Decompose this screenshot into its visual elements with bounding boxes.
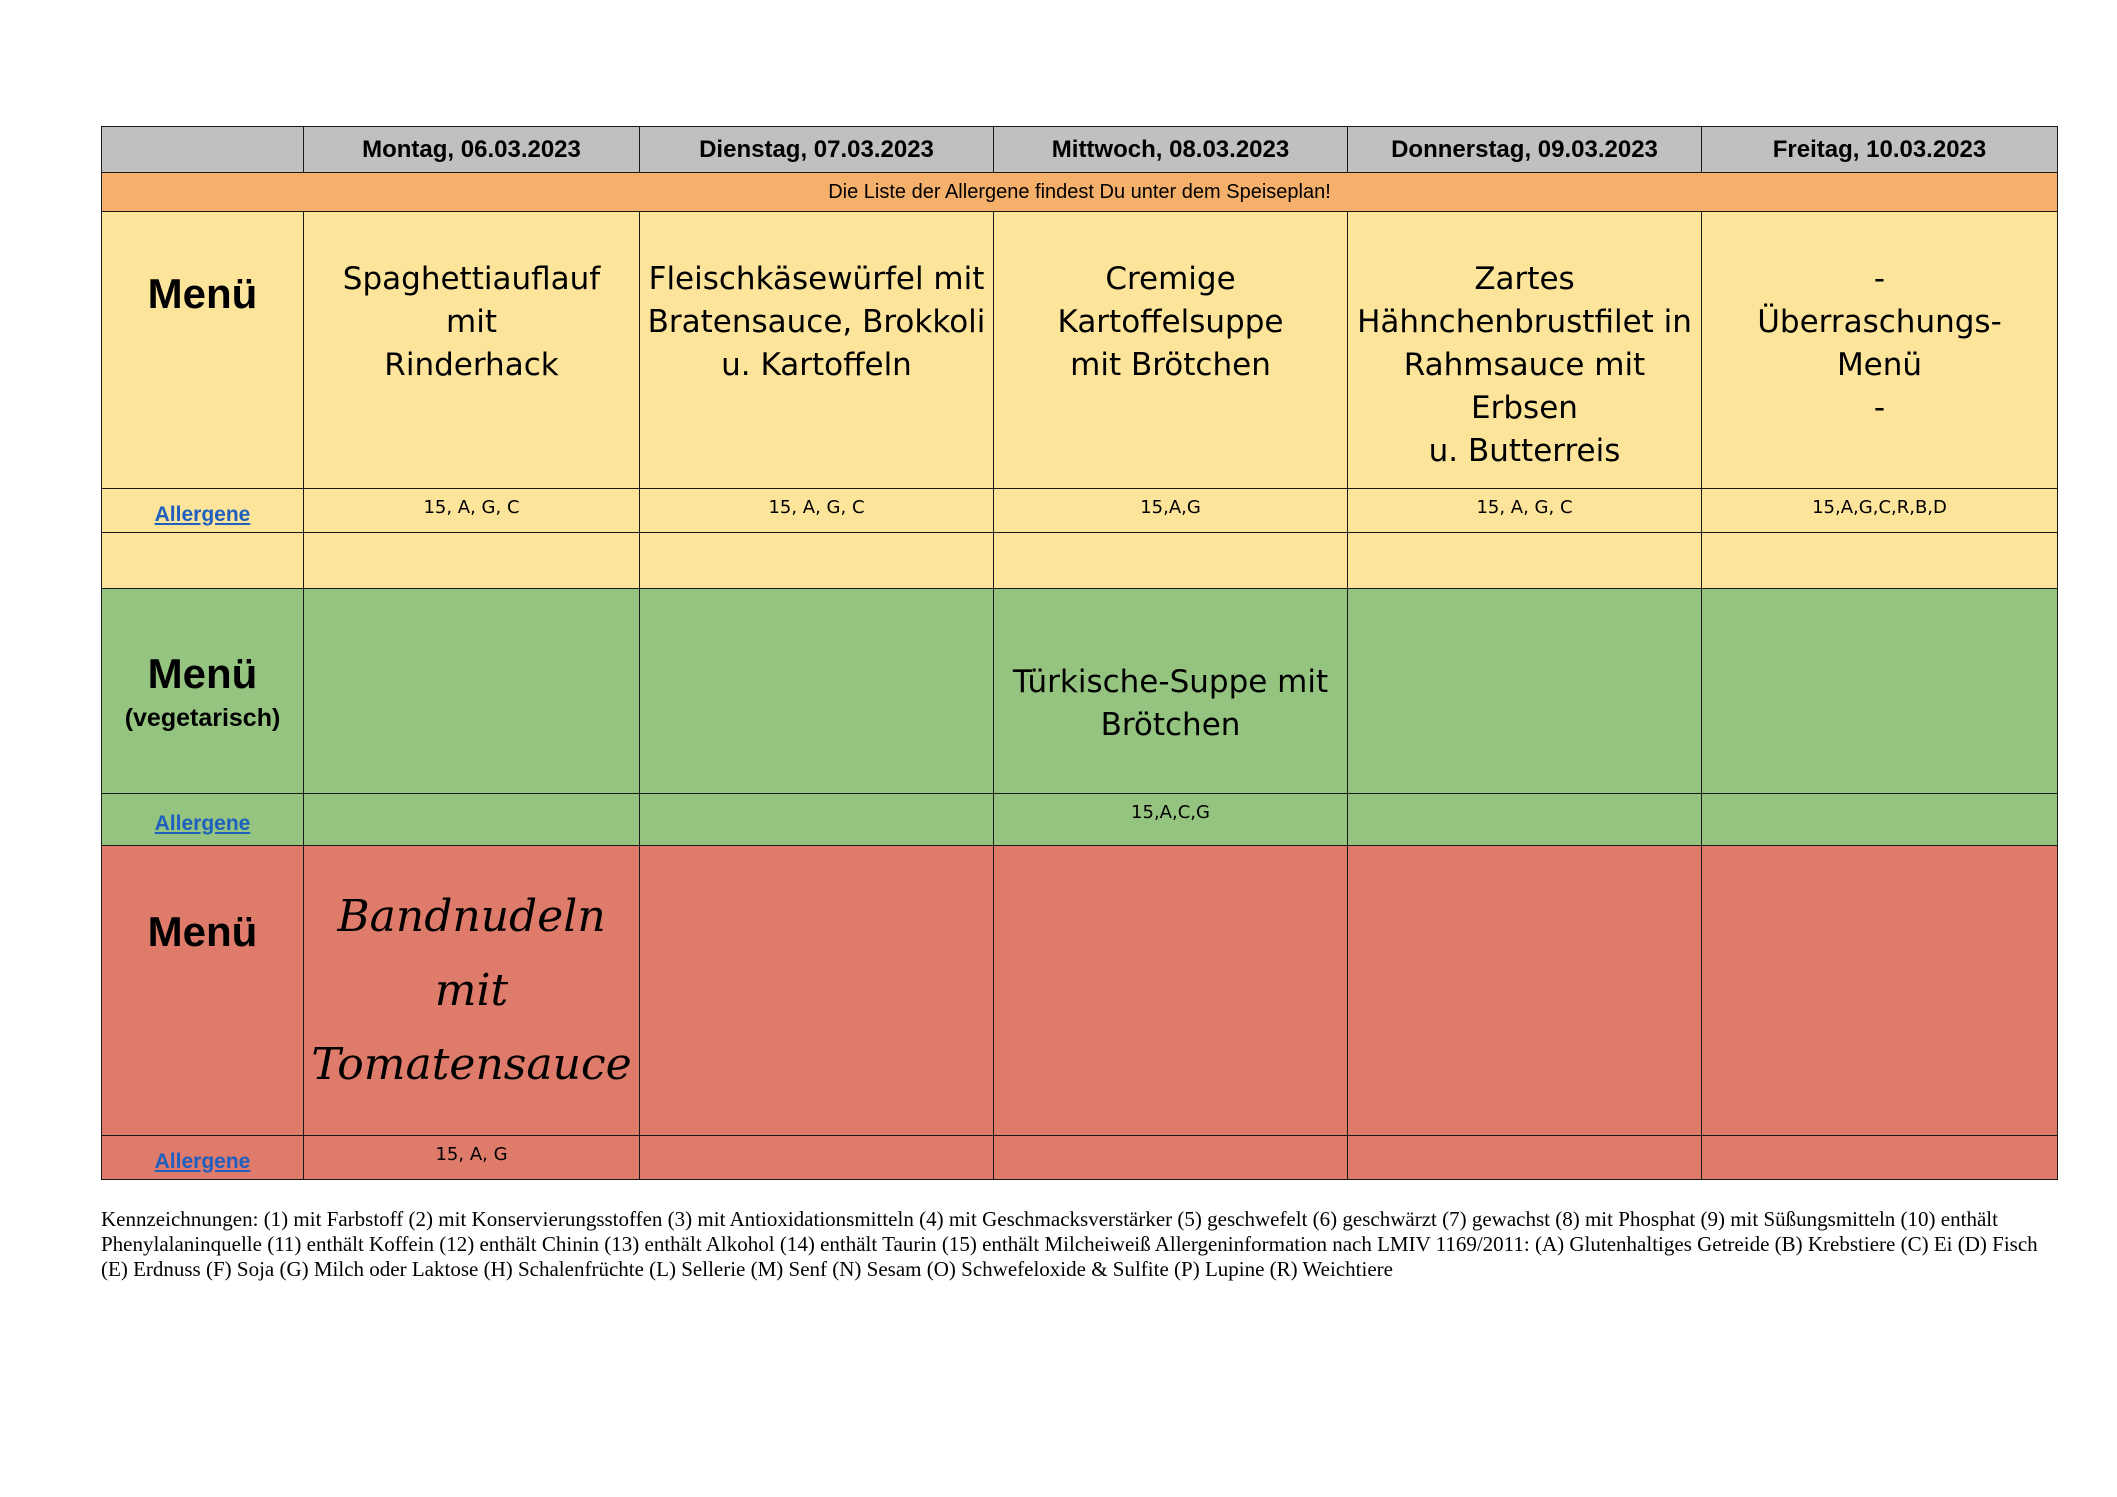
- blank-cell: [1348, 533, 1702, 589]
- header-day-tuesday: Dienstag, 07.03.2023: [640, 127, 994, 173]
- veg-allergen-cell: [102, 794, 304, 846]
- red-dish-friday: [1702, 846, 2058, 1136]
- veg-dish-friday: [1702, 589, 2058, 794]
- veg-menu-label: Menü: [147, 649, 258, 697]
- red-dish-monday: Bandnudeln mit Tomatensauce: [304, 846, 640, 1136]
- veg-allergens-friday: [1702, 794, 2058, 846]
- veg-allergen-row: [102, 794, 2058, 846]
- red-dish-thursday: [1348, 846, 1702, 1136]
- veg-allergens-wednesday: 15,A,C,G: [994, 794, 1348, 846]
- header-corner: [102, 127, 304, 173]
- red-allergens-monday: 15, A, G: [304, 1136, 640, 1180]
- main-dish-friday: - Überraschungs- Menü -: [1702, 212, 2058, 489]
- main-menu-label: Menü: [102, 212, 304, 489]
- red-allergens-thursday: [1348, 1136, 1702, 1180]
- red-allergens-tuesday: [640, 1136, 994, 1180]
- main-dish-tuesday: Fleischkäsewürfel mit Bratensauce, Brokkoli u. Kartoffeln: [640, 212, 994, 489]
- veg-menu-label-cell: [102, 589, 304, 794]
- allergen-notice: Die Liste der Allergene findest Du unter dem Speiseplan!: [102, 173, 2058, 212]
- main-dish-monday: Spaghettiauflauf mit Rinderhack: [304, 212, 640, 489]
- veg-dish-thursday: [1348, 589, 1702, 794]
- veg-dish-tuesday: [640, 589, 994, 794]
- veg-menu-row: [102, 589, 2058, 794]
- red-allergens-friday: [1702, 1136, 2058, 1180]
- header-day-friday: Freitag, 10.03.2023: [1702, 127, 2058, 173]
- veg-dish-wednesday: Türkische-Suppe mit Brötchen: [994, 589, 1348, 794]
- header-day-wednesday: Mittwoch, 08.03.2023: [994, 127, 1348, 173]
- header-day-thursday: Donnerstag, 09.03.2023: [1348, 127, 1702, 173]
- red-menu-label: Menü: [102, 846, 304, 1136]
- blank-cell: [1702, 533, 2058, 589]
- notice-row: [102, 173, 2058, 212]
- allergen-legend: Kennzeichnungen: (1) mit Farbstoff (2) mit Konservierungsstoffen (3) mit Antioxidationsmitteln (4) mit Geschmacksverstärker (5) geschwefelt (6) geschwärzt (7) gewachst (8) mit Phosphat (9) mit Süßungsmitteln (10) enthält Phenylalaninquelle (11) enthält Koffein (12) enthält Chinin (13) enthält Alkohol (14) enthält Taurin (15) enthält Milcheiweiß Allergeninformation nach LMIV 1169/2011: (A) Glutenhaltiges Getreide (B) Krebstiere (C) Ei (D) Fisch (E) Erdnuss (F) Soja (G) Milch oder Laktose (H) Schalenfrüchte (L) Sellerie (M) Senf (N) Sesam (O) Schwefeloxide & Sulfite (P) Lupine (R) Weichtiere: [101, 1207, 2038, 1281]
- veg-allergens-monday: [304, 794, 640, 846]
- main-allergens-tuesday: 15, A, G, C: [640, 489, 994, 533]
- veg-dish-monday: [304, 589, 640, 794]
- veg-allergen-link[interactable]: Allergene: [154, 811, 251, 835]
- header-row: [102, 127, 2058, 173]
- main-allergen-link[interactable]: Allergene: [154, 502, 251, 526]
- main-dish-thursday: Zartes Hähnchenbrustfilet in Rahmsauce mit Erbsen u. Butterreis: [1348, 212, 1702, 489]
- red-allergen-link[interactable]: Allergene: [154, 1149, 251, 1173]
- red-allergens-wednesday: [994, 1136, 1348, 1180]
- red-dish-tuesday: [640, 846, 994, 1136]
- red-allergen-cell: [102, 1136, 304, 1180]
- main-dish-wednesday: Cremige Kartoffelsuppe mit Brötchen: [994, 212, 1348, 489]
- blank-cell: [102, 533, 304, 589]
- red-dish-wednesday: [994, 846, 1348, 1136]
- main-allergens-wednesday: 15,A,G: [994, 489, 1348, 533]
- red-menu-row: [102, 846, 2058, 1136]
- main-allergens-thursday: 15, A, G, C: [1348, 489, 1702, 533]
- veg-allergens-tuesday: [640, 794, 994, 846]
- main-allergen-cell: [102, 489, 304, 533]
- blank-cell: [994, 533, 1348, 589]
- blank-cell: [640, 533, 994, 589]
- main-allergen-row: [102, 489, 2058, 533]
- veg-allergens-thursday: [1348, 794, 1702, 846]
- red-allergen-row: [102, 1136, 2058, 1180]
- blank-cell: [304, 533, 640, 589]
- header-day-monday: Montag, 06.03.2023: [304, 127, 640, 173]
- veg-menu-sublabel: (vegetarisch): [124, 703, 281, 732]
- main-allergens-friday: 15,A,G,C,R,B,D: [1702, 489, 2058, 533]
- main-blank-row: [102, 533, 2058, 589]
- meal-plan-table: [101, 126, 2058, 1180]
- main-allergens-monday: 15, A, G, C: [304, 489, 640, 533]
- main-menu-row: [102, 212, 2058, 489]
